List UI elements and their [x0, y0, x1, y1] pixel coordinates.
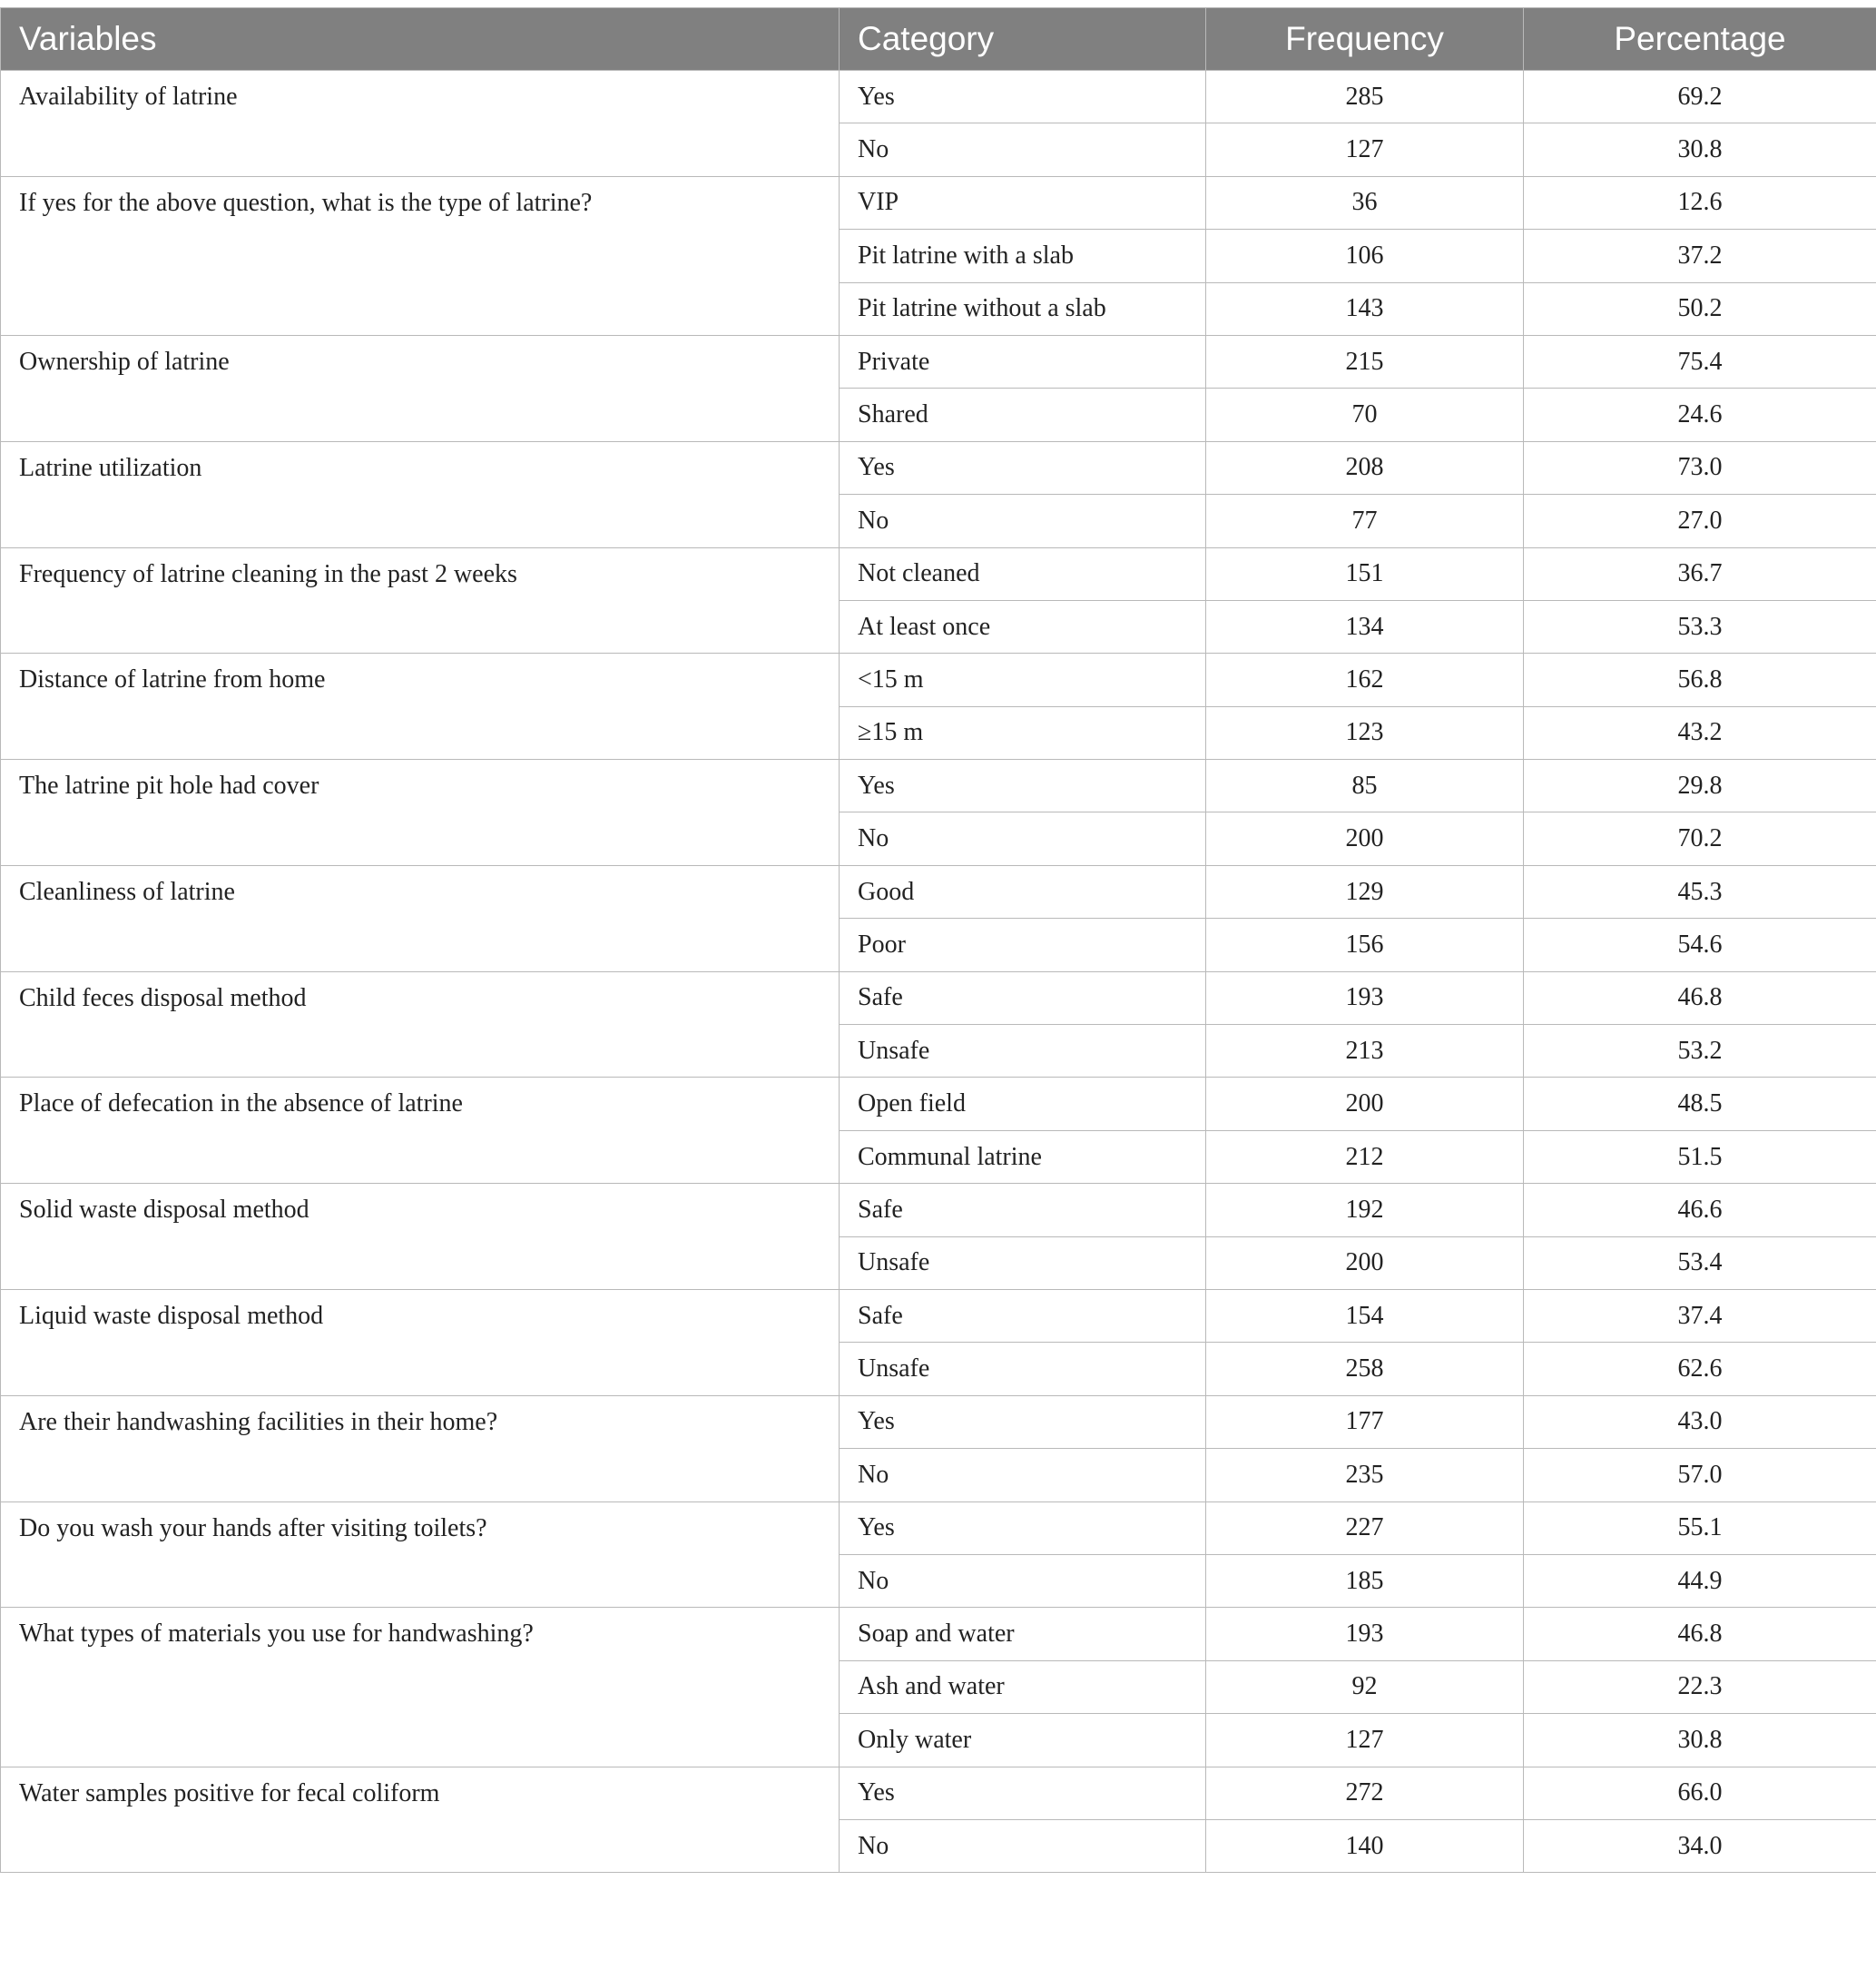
percentage-cell: 46.8	[1524, 971, 1876, 1024]
frequency-cell: 185	[1206, 1554, 1524, 1607]
frequency-cell: 212	[1206, 1130, 1524, 1183]
frequency-cell: 192	[1206, 1184, 1524, 1236]
variable-cell: Water samples positive for fecal coliform	[1, 1767, 840, 1873]
category-cell: Yes	[840, 71, 1206, 123]
frequency-cell: 140	[1206, 1819, 1524, 1872]
percentage-cell: 34.0	[1524, 1819, 1876, 1872]
header-row	[1, 8, 1876, 71]
percentage-cell: 56.8	[1524, 654, 1876, 706]
category-cell: Communal latrine	[840, 1130, 1206, 1183]
percentage-cell: 46.8	[1524, 1608, 1876, 1660]
percentage-cell: 37.2	[1524, 230, 1876, 282]
category-cell: Ash and water	[840, 1660, 1206, 1713]
percentage-cell: 51.5	[1524, 1130, 1876, 1183]
category-cell: Yes	[840, 1767, 1206, 1819]
frequency-cell: 193	[1206, 971, 1524, 1024]
table-row	[1, 1395, 1876, 1448]
category-cell: Good	[840, 865, 1206, 918]
variable-cell: Cleanliness of latrine	[1, 865, 840, 971]
category-cell: Unsafe	[840, 1236, 1206, 1289]
category-cell: Yes	[840, 1501, 1206, 1554]
header-percentage: Percentage	[1524, 8, 1876, 71]
frequency-cell: 127	[1206, 123, 1524, 176]
table-row	[1, 1078, 1876, 1130]
category-cell: At least once	[840, 600, 1206, 653]
percentage-cell: 53.3	[1524, 600, 1876, 653]
percentage-cell: 43.0	[1524, 1395, 1876, 1448]
frequency-cell: 213	[1206, 1025, 1524, 1078]
table-row	[1, 441, 1876, 494]
percentage-cell: 75.4	[1524, 335, 1876, 388]
category-cell: Pit latrine without a slab	[840, 282, 1206, 335]
percentage-cell: 54.6	[1524, 919, 1876, 971]
table-row	[1, 971, 1876, 1024]
percentage-cell: 50.2	[1524, 282, 1876, 335]
percentage-cell: 29.8	[1524, 760, 1876, 812]
header-frequency: Frequency	[1206, 8, 1524, 71]
frequency-cell: 208	[1206, 441, 1524, 494]
frequency-cell: 156	[1206, 919, 1524, 971]
category-cell: Soap and water	[840, 1608, 1206, 1660]
table-row	[1, 1184, 1876, 1236]
category-cell: Shared	[840, 389, 1206, 441]
header-category: Category	[840, 8, 1206, 71]
variable-cell: Liquid waste disposal method	[1, 1289, 840, 1395]
table-row	[1, 176, 1876, 229]
frequency-cell: 258	[1206, 1343, 1524, 1395]
frequency-cell: 285	[1206, 71, 1524, 123]
category-cell: Unsafe	[840, 1025, 1206, 1078]
variable-cell: Ownership of latrine	[1, 335, 840, 441]
percentage-cell: 30.8	[1524, 1714, 1876, 1767]
category-cell: No	[840, 1449, 1206, 1501]
percentage-cell: 45.3	[1524, 865, 1876, 918]
percentage-cell: 27.0	[1524, 495, 1876, 547]
percentage-cell: 37.4	[1524, 1289, 1876, 1342]
percentage-cell: 57.0	[1524, 1449, 1876, 1501]
percentage-cell: 70.2	[1524, 812, 1876, 865]
frequency-cell: 162	[1206, 654, 1524, 706]
percentage-cell: 24.6	[1524, 389, 1876, 441]
frequency-cell: 154	[1206, 1289, 1524, 1342]
category-cell: Safe	[840, 1289, 1206, 1342]
frequency-cell: 235	[1206, 1449, 1524, 1501]
frequency-cell: 215	[1206, 335, 1524, 388]
frequency-cell: 36	[1206, 176, 1524, 229]
table-row	[1, 760, 1876, 812]
percentage-cell: 73.0	[1524, 441, 1876, 494]
frequency-cell: 134	[1206, 600, 1524, 653]
table-row	[1, 71, 1876, 123]
table-row	[1, 1289, 1876, 1342]
percentage-cell: 66.0	[1524, 1767, 1876, 1819]
variable-cell: Latrine utilization	[1, 441, 840, 547]
table-row	[1, 1767, 1876, 1819]
percentage-cell: 48.5	[1524, 1078, 1876, 1130]
frequency-cell: 143	[1206, 282, 1524, 335]
category-cell: Safe	[840, 971, 1206, 1024]
frequency-cell: 227	[1206, 1501, 1524, 1554]
category-cell: Open field	[840, 1078, 1206, 1130]
table-row	[1, 1501, 1876, 1554]
frequency-cell: 200	[1206, 1078, 1524, 1130]
percentage-cell: 55.1	[1524, 1501, 1876, 1554]
frequency-cell: 151	[1206, 547, 1524, 600]
percentage-cell: 43.2	[1524, 706, 1876, 759]
variable-cell: Are their handwashing facilities in their home?	[1, 1395, 840, 1501]
category-cell: Only water	[840, 1714, 1206, 1767]
percentage-cell: 30.8	[1524, 123, 1876, 176]
frequency-cell: 85	[1206, 760, 1524, 812]
table-row	[1, 547, 1876, 600]
table-row	[1, 335, 1876, 388]
table-header	[1, 8, 1876, 71]
category-cell: Poor	[840, 919, 1206, 971]
percentage-cell: 22.3	[1524, 1660, 1876, 1713]
frequency-cell: 77	[1206, 495, 1524, 547]
percentage-cell: 69.2	[1524, 71, 1876, 123]
data-table-container	[0, 7, 1876, 1873]
percentage-cell: 44.9	[1524, 1554, 1876, 1607]
category-cell: Private	[840, 335, 1206, 388]
category-cell: Unsafe	[840, 1343, 1206, 1395]
category-cell: No	[840, 495, 1206, 547]
category-cell: No	[840, 812, 1206, 865]
frequency-cell: 193	[1206, 1608, 1524, 1660]
variable-cell: What types of materials you use for handwashing?	[1, 1608, 840, 1767]
category-cell: Not cleaned	[840, 547, 1206, 600]
category-cell: No	[840, 1554, 1206, 1607]
frequency-cell: 92	[1206, 1660, 1524, 1713]
variable-cell: The latrine pit hole had cover	[1, 760, 840, 866]
data-table	[0, 7, 1876, 1873]
frequency-cell: 129	[1206, 865, 1524, 918]
variable-cell: Child feces disposal method	[1, 971, 840, 1078]
category-cell: <15 m	[840, 654, 1206, 706]
category-cell: VIP	[840, 176, 1206, 229]
variable-cell: Frequency of latrine cleaning in the past 2 weeks	[1, 547, 840, 654]
category-cell: Yes	[840, 441, 1206, 494]
category-cell: Safe	[840, 1184, 1206, 1236]
category-cell: No	[840, 123, 1206, 176]
variable-cell: Solid waste disposal method	[1, 1184, 840, 1290]
frequency-cell: 123	[1206, 706, 1524, 759]
category-cell: Yes	[840, 760, 1206, 812]
category-cell: Yes	[840, 1395, 1206, 1448]
variable-cell: If yes for the above question, what is the type of latrine?	[1, 176, 840, 335]
category-cell: Pit latrine with a slab	[840, 230, 1206, 282]
percentage-cell: 53.2	[1524, 1025, 1876, 1078]
frequency-cell: 272	[1206, 1767, 1524, 1819]
frequency-cell: 177	[1206, 1395, 1524, 1448]
variable-cell: Availability of latrine	[1, 71, 840, 177]
frequency-cell: 200	[1206, 812, 1524, 865]
frequency-cell: 70	[1206, 389, 1524, 441]
frequency-cell: 106	[1206, 230, 1524, 282]
percentage-cell: 53.4	[1524, 1236, 1876, 1289]
percentage-cell: 36.7	[1524, 547, 1876, 600]
percentage-cell: 12.6	[1524, 176, 1876, 229]
percentage-cell: 62.6	[1524, 1343, 1876, 1395]
header-variables: Variables	[1, 8, 840, 71]
variable-cell: Place of defecation in the absence of latrine	[1, 1078, 840, 1184]
frequency-cell: 200	[1206, 1236, 1524, 1289]
table-row	[1, 865, 1876, 918]
category-cell: ≥15 m	[840, 706, 1206, 759]
frequency-cell: 127	[1206, 1714, 1524, 1767]
table-row	[1, 1608, 1876, 1660]
category-cell: No	[840, 1819, 1206, 1872]
table-body	[1, 71, 1876, 1873]
variable-cell: Do you wash your hands after visiting toilets?	[1, 1501, 840, 1608]
table-row	[1, 654, 1876, 706]
variable-cell: Distance of latrine from home	[1, 654, 840, 760]
percentage-cell: 46.6	[1524, 1184, 1876, 1236]
